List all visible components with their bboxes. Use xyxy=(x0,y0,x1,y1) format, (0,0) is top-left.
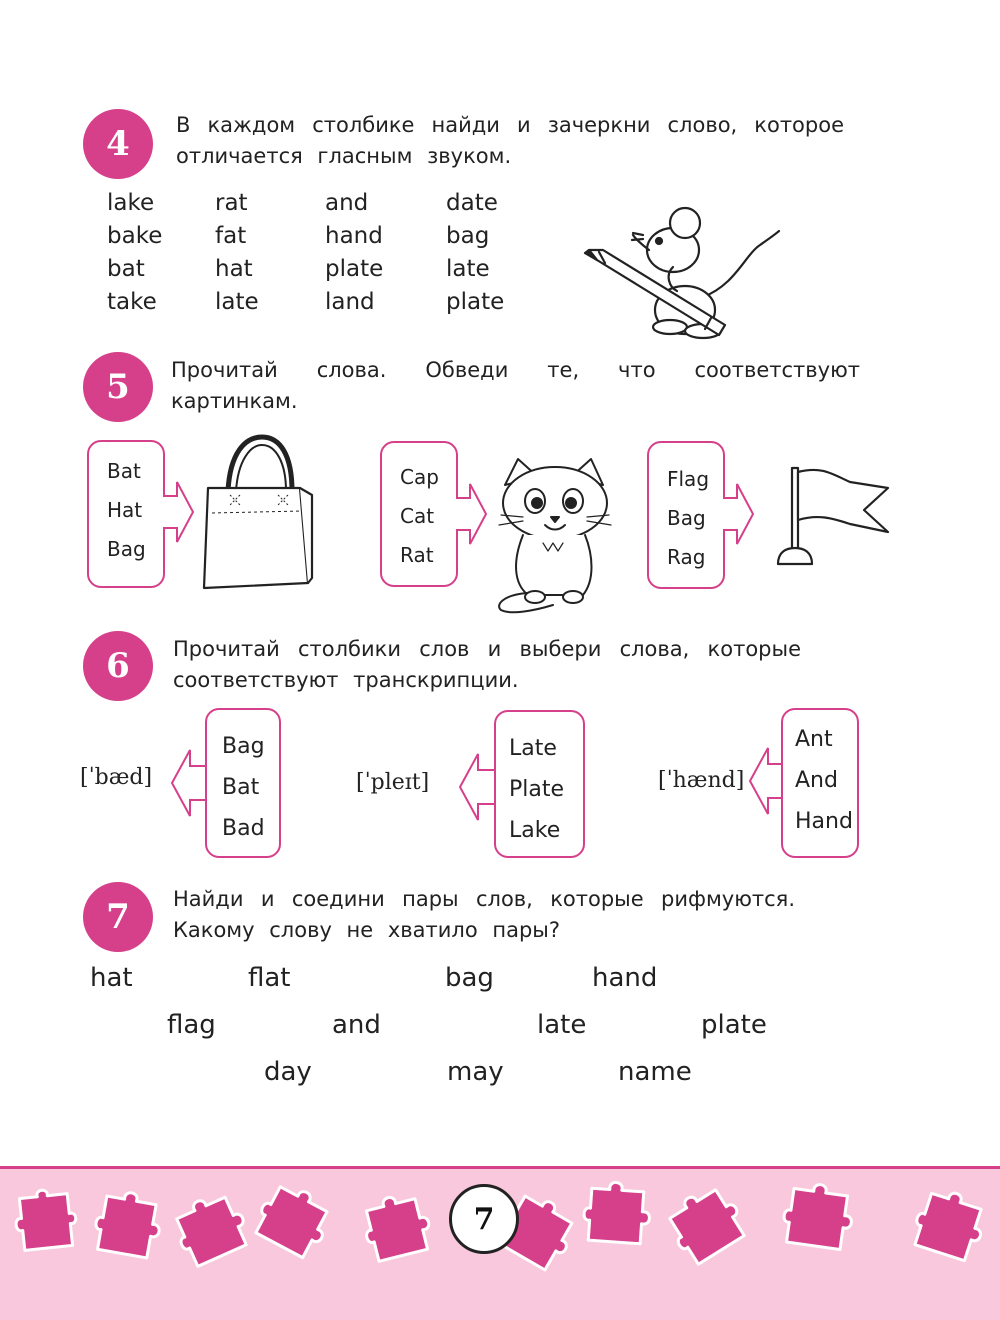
word[interactable]: Cat xyxy=(400,504,435,528)
word[interactable]: fat xyxy=(215,223,247,249)
task-5-word-box-3 xyxy=(647,441,725,589)
task-4-column-2 xyxy=(215,187,259,319)
word[interactable]: Bag xyxy=(107,537,146,561)
word[interactable]: late xyxy=(215,289,259,315)
arrow-left-icon xyxy=(460,754,496,820)
puzzle-piece-icon xyxy=(909,1184,990,1263)
rhyme-word[interactable]: flat xyxy=(248,963,291,993)
bag-illustration xyxy=(200,433,315,593)
puzzle-piece-icon xyxy=(582,1180,651,1244)
word[interactable]: And xyxy=(795,768,838,793)
arrow-right-icon xyxy=(163,482,195,542)
rhyme-word[interactable]: and xyxy=(332,1010,381,1040)
cat-illustration xyxy=(493,455,628,615)
word[interactable]: Flag xyxy=(667,467,710,491)
task-6-word-box-3 xyxy=(781,708,859,858)
word[interactable]: late xyxy=(446,256,490,282)
puzzle-piece-icon xyxy=(661,1179,751,1267)
puzzle-piece-icon xyxy=(781,1180,856,1250)
arrow-left-icon xyxy=(172,750,208,816)
word[interactable]: Bat xyxy=(222,775,260,800)
word[interactable]: date xyxy=(446,190,498,216)
task-5-number-badge: 5 xyxy=(83,352,153,422)
word[interactable]: take xyxy=(107,289,157,315)
page-number: 7 xyxy=(449,1184,519,1254)
puzzle-piece-icon xyxy=(13,1187,79,1251)
task-5-word-box-2 xyxy=(380,441,458,587)
task-6-instruction xyxy=(173,634,801,696)
rhyme-word[interactable]: flag xyxy=(167,1010,216,1040)
word[interactable]: Plate xyxy=(509,777,565,802)
word[interactable]: bag xyxy=(446,223,490,249)
rhyme-word[interactable]: day xyxy=(264,1057,312,1087)
flag-illustration xyxy=(772,462,894,574)
word[interactable]: and xyxy=(325,190,369,216)
word[interactable]: Hand xyxy=(795,809,853,834)
word[interactable]: rat xyxy=(215,190,248,216)
word[interactable]: Bad xyxy=(222,816,265,841)
rhyme-word[interactable]: plate xyxy=(701,1010,767,1040)
rhyme-word[interactable]: name xyxy=(618,1057,692,1087)
task-4-column-1 xyxy=(107,187,162,319)
task-5-word-box-1 xyxy=(87,440,165,588)
rhyme-word[interactable]: may xyxy=(447,1057,504,1087)
word[interactable]: Bat xyxy=(107,459,141,483)
task-4-instruction-line-2: отличается гласным звуком. xyxy=(176,144,512,168)
word[interactable]: Rag xyxy=(667,545,706,569)
task-5-instruction-line-1: Прочитай слова. Обведи те, что соответствуют картинкам. xyxy=(171,358,860,413)
word[interactable]: Bag xyxy=(667,506,706,530)
transcription: [ˈpleɪt] xyxy=(356,770,430,795)
rhyme-word[interactable]: bag xyxy=(445,963,494,993)
task-6-word-box-2 xyxy=(494,710,585,858)
word[interactable]: hand xyxy=(325,223,383,249)
rhyme-word[interactable]: late xyxy=(537,1010,587,1040)
task-6-instruction-line-1: Прочитай столбики слов и выбери слова, которые xyxy=(173,637,801,661)
task-4-instruction xyxy=(176,110,844,172)
word[interactable]: bake xyxy=(107,223,163,249)
task-6-instruction-line-2: соответствуют транскрипции. xyxy=(173,668,519,692)
arrow-right-icon xyxy=(456,484,488,544)
task-7-instruction-line-2: Какому слову не хватило пары? xyxy=(173,918,561,942)
task-7-instruction xyxy=(173,884,795,946)
transcription: [ˈbæd] xyxy=(80,765,153,790)
task-6-number-badge: 6 xyxy=(83,631,153,701)
word[interactable]: Rat xyxy=(400,543,434,567)
word[interactable]: Lake xyxy=(509,818,561,843)
word[interactable]: land xyxy=(325,289,375,315)
word[interactable]: Cap xyxy=(400,465,439,489)
task-5-instruction xyxy=(171,355,860,417)
mouse-with-pencil-illustration xyxy=(585,205,785,340)
word[interactable]: lake xyxy=(107,190,155,216)
word[interactable]: bat xyxy=(107,256,145,282)
arrow-right-icon xyxy=(723,484,755,544)
rhyme-word[interactable]: hat xyxy=(90,963,133,993)
task-4-column-3 xyxy=(325,187,383,319)
puzzle-piece-icon xyxy=(251,1177,338,1261)
word[interactable]: plate xyxy=(325,256,384,282)
transcription: [ˈhænd] xyxy=(658,768,745,793)
task-7-instruction-line-1: Найди и соедини пары слов, которые рифмуются. xyxy=(173,887,795,911)
task-7-number-badge: 7 xyxy=(83,882,153,952)
task-4-instruction-line-1: В каждом столбике найди и зачеркни слово, которое xyxy=(176,113,844,137)
word[interactable]: Late xyxy=(509,736,557,761)
task-4-number-badge: 4 xyxy=(83,109,153,179)
word[interactable]: hat xyxy=(215,256,253,282)
rhyme-word[interactable]: hand xyxy=(592,963,658,993)
word[interactable]: Ant xyxy=(795,727,833,752)
word[interactable]: Bag xyxy=(222,734,265,759)
word[interactable]: Hat xyxy=(107,498,143,522)
puzzle-piece-icon xyxy=(168,1187,253,1268)
word[interactable]: plate xyxy=(446,289,505,315)
puzzle-piece-icon xyxy=(359,1190,435,1263)
task-4-column-4 xyxy=(446,187,504,319)
task-6-word-box-1 xyxy=(205,708,281,858)
puzzle-piece-icon xyxy=(92,1188,165,1260)
